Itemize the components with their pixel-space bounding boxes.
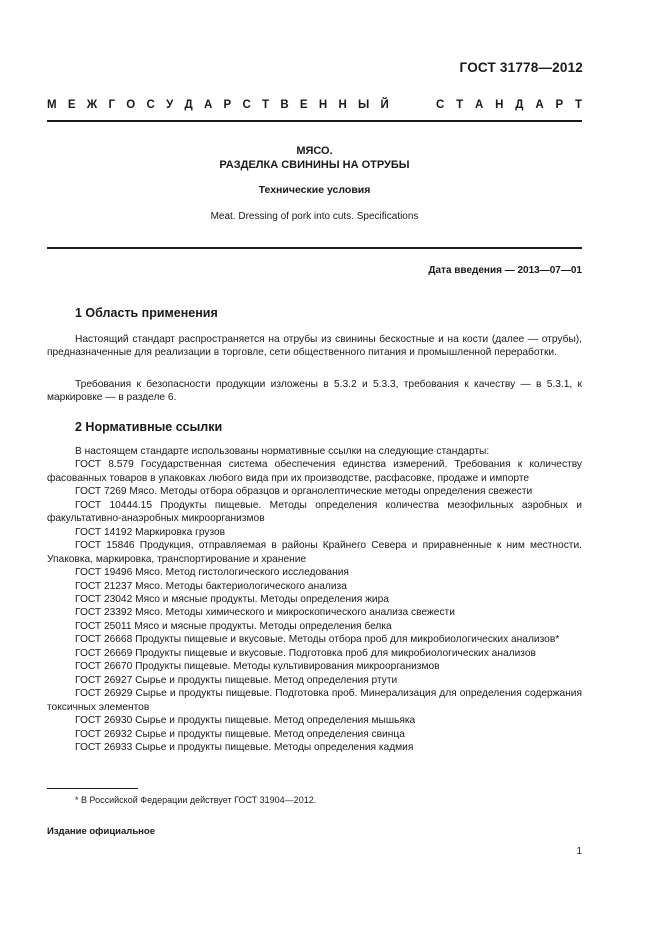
banner-letter: Ж: [86, 99, 98, 111]
reference-item: ГОСТ 26927 Сырье и продукты пищевые. Метод определения ртути: [75, 674, 398, 686]
reference-item: ГОСТ 26670 Продукты пищевые. Методы культивирования микроорганизмов: [75, 661, 440, 673]
reference-item: ГОСТ 10444.15 Продукты пищевые. Методы определения количества мезофильных аэробных и факультативно-анаэробных микроорганизмов: [47, 499, 582, 525]
page-number: 1: [576, 846, 582, 857]
reference-item: ГОСТ 23042 Мясо и мясные продукты. Методы определения жира: [75, 593, 389, 605]
footnote: * В Российской Федерации действует ГОСТ 31904—2012.: [75, 795, 317, 805]
reference-item: ГОСТ 26668 Продукты пищевые и вкусовые. Методы отбора проб для микробиологических анализов*: [75, 634, 560, 646]
section-2-heading: 2 Нормативные ссылки: [75, 420, 223, 434]
introduction-date: Дата введения — 2013—07—01: [428, 265, 582, 276]
banner-letter: Р: [223, 99, 232, 111]
subtitle: Технические условия: [258, 184, 371, 196]
reference-item: ГОСТ 19496 Мясо. Метод гистологического исследования: [75, 567, 349, 579]
official-edition-label: Издание официальное: [47, 826, 155, 837]
reference-intro: В настоящем стандарте использованы нормативные ссылки на следующие стандарты:: [75, 446, 490, 457]
title-line-2: РАЗДЕЛКА СВИНИНЫ НА ОТРУБЫ: [219, 159, 410, 171]
top-divider: [47, 120, 582, 122]
reference-item: ГОСТ 14192 Маркировка грузов: [75, 526, 226, 538]
reference-item: ГОСТ 26929 Сырье и продукты пищевые. Подготовка проб. Минерализация для определения содержания токсичных элементов: [47, 688, 582, 713]
banner-letter: А: [535, 99, 544, 111]
banner-letter: С: [436, 99, 445, 111]
section-1-heading: 1 Область применения: [75, 306, 218, 320]
banner-word-interstate: [47, 99, 389, 111]
banner-letter: У: [166, 99, 174, 111]
banner-letter: Й: [380, 99, 389, 111]
interstate-standard-banner: [47, 99, 582, 111]
banner-letter: Н: [338, 99, 347, 111]
banner-letter: Е: [299, 99, 308, 111]
english-title: Meat. Dressing of pork into cuts. Specifications: [210, 211, 419, 222]
banner-letter: Д: [515, 99, 524, 111]
banner-letter: А: [475, 99, 484, 111]
banner-letter: Т: [262, 99, 270, 111]
banner-letter: С: [242, 99, 251, 111]
footnote-divider: [47, 788, 138, 789]
banner-letter: М: [47, 99, 57, 111]
reference-item: ГОСТ 7269 Мясо. Методы отбора образцов и органолептические методы определения свежести: [75, 486, 533, 498]
reference-item: ГОСТ 15846 Продукция, отправляемая в районы Крайнего Севера и приравненные к ним местности. Упаковка, маркировка, транспортирование и хранение: [47, 540, 582, 565]
banner-letter: Н: [318, 99, 328, 111]
banner-letter: В: [280, 99, 289, 111]
banner-letter: Е: [67, 99, 76, 111]
banner-letter: А: [203, 99, 213, 111]
banner-letter: Н: [495, 99, 504, 111]
section-1-paragraph: Настоящий стандарт распространяется на отрубы из свинины бескостные и на кости (далее — отрубы), предназначенные для реализации в торговле, сети общественного питания и промышленной переработки.: [47, 334, 582, 359]
banner-letter: Ы: [358, 99, 370, 111]
reference-item: ГОСТ 8.579 Государственная система обеспечения единства измерений. Требования к количеству фасованных товаров в упаковках любого вида при их производстве, расфасовке, продаже и импорте: [47, 459, 582, 484]
banner-letter: С: [146, 99, 155, 111]
banner-letter: Г: [108, 99, 115, 111]
reference-item: ГОСТ 26930 Сырье и продукты пищевые. Метод определения мышьяка: [75, 715, 416, 727]
banner-letter: Р: [555, 99, 564, 111]
section-1-paragraph: Требования к безопасности продукции изложены в 5.3.2 и 5.3.3, требования к качеству — в 5.3.1, к маркировке — в разделе 6.: [47, 379, 582, 404]
banner-letter: Т: [456, 99, 464, 111]
reference-item: ГОСТ 23392 Мясо. Методы химического и микроскопического анализа свежести: [75, 607, 455, 619]
banner-word-standard: [436, 99, 582, 111]
title-line-1: МЯСО.: [296, 145, 333, 157]
banner-letter: О: [126, 99, 136, 111]
reference-item: ГОСТ 21237 Мясо. Методы бактериологического анализа: [75, 580, 347, 592]
reference-item: ГОСТ 26669 Продукты пищевые и вкусовые. Подготовка проб для микробиологических анализов: [75, 647, 536, 659]
document-id: ГОСТ 31778—2012: [459, 60, 583, 75]
banner-letter: Т: [574, 99, 582, 111]
banner-letter: Д: [184, 99, 193, 111]
reference-item: ГОСТ 25011 Мясо и мясные продукты. Методы определения белка: [75, 620, 392, 632]
title-divider: [47, 247, 582, 249]
normative-references-list: [47, 445, 582, 754]
reference-item: ГОСТ 26933 Сырье и продукты пищевые. Методы определения кадмия: [75, 741, 414, 753]
reference-item: ГОСТ 26932 Сырье и продукты пищевые. Метод определения свинца: [75, 728, 405, 740]
